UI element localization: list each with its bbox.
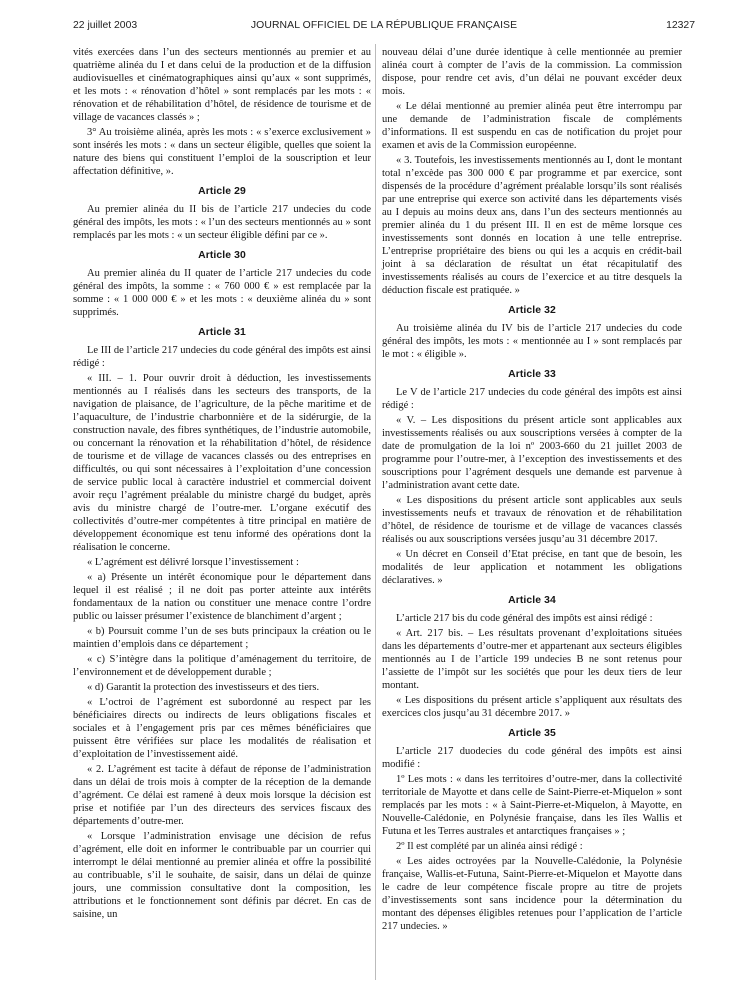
header-page-number: 12327 (666, 20, 695, 31)
left-column (73, 46, 371, 923)
page-header (73, 20, 695, 36)
article-heading: Article 29 (198, 186, 246, 197)
paragraph: 1º Les mots : « dans les territoires d’outre-mer, dans la collectivité territoriale de Mayotte et dans celle de Saint-Pierre-et-Miquelon » sont remplacés par les mots : « à Saint-Pierre-et-Miquelon, à Mayotte, en Nouvelle-Calédonie, en Polynésie française, dans les îles Wallis et Futuna et les Terres australes et antarctiques françaises » ; (382, 774, 682, 837)
paragraph: « Les dispositions du présent article s’appliquent aux résultats des exercices clos jusqu’au 31 décembre 2017. » (382, 695, 682, 719)
paragraph: « d) Garantit la protection des investisseurs et des tiers. (87, 682, 320, 693)
paragraph: « V. – Les dispositions du présent article sont applicables aux investissements réalisés ou aux souscriptions versées à compter de la date de promulgation de la loi nº 2003-660 du 21 juillet 2003 de programme pour l’outre-mer, à l’exception des investissements et des souscriptions pour l’agrément desquels une demande est parvenue à l’administration avant cette date. (382, 415, 682, 491)
article-heading: Article 33 (508, 369, 556, 380)
paragraph: Au troisième alinéa du IV bis de l’article 217 undecies du code général des impôts, les mots : « mentionnée au I » sont remplacés par le mot : « éligible ». (382, 323, 682, 360)
paragraph: « 2. L’agrément est tacite à défaut de réponse de l’administration dans un délai de trois mois à compter de la réception de la demande d’agrément. Ce délai est ramené à deux mois lorsque la décision est prise et notifiée par l’un des directeurs des services fiscaux des départements d’outre-mer. (73, 764, 371, 827)
paragraph: Au premier alinéa du II quater de l’article 217 undecies du code général des impôts, la somme : « 760 000 € » est remplacée par la somme : « 1 000 000 € » et les mots : « deuxième alinéa du » sont supprimés. (73, 268, 371, 318)
paragraph: « Les dispositions du présent article sont applicables aux seuls investissements neufs et travaux de rénovation et de réhabilitation d’hôtel, de résidence de tourisme et de village de vacances classés réalisés ou aux souscriptions versées jusqu’au 31 décembre 2017. (382, 495, 682, 545)
article-heading: Article 31 (198, 327, 246, 338)
header-date: 22 juillet 2003 (73, 20, 138, 31)
paragraph: « L’agrément est délivré lorsque l’investissement : (87, 557, 299, 568)
paragraph: « Art. 217 bis. – Les résultats provenant d’exploitations situées dans les départements d’outre-mer et appartenant aux secteurs éligibles mentionnés au I de l’article 199 undecies B ne sont retenus pour l’assiette de l’impôt sur les sociétés que pour les deux tiers de leur montant. (382, 628, 682, 691)
paragraph: « III. – 1. Pour ouvrir droit à déduction, les investissements mentionnés au I réalisés dans les secteurs des transports, de la navigation de plaisance, de l’agriculture, de la pêche maritime et de l’aquaculture, de l’industrie charbonnière et de la sidérurgie, de la construction navale, des fibres synthétiques, de l’industrie automobile, ou concernant la rénovation et la réhabilitation d’hôtel, de résidence de tourisme et de village de vacances classés ou des entreprises en difficultés, ou qui sont nécessaires à l’exploitation d’une concession de service public local à caractère industriel et commercial doivent avoir reçu l’agrément préalable du ministre chargé du budget, après avis du ministre chargé de l’outre-mer. L’organe exécutif des collectivités d’outre-mer compétentes à titre principal en matière de développement économique est tenu informé des opérations dont la réalisation le concerne. (73, 373, 371, 553)
paragraph: « Un décret en Conseil d’Etat précise, en tant que de besoin, les modalités de leur application et notamment les obligations déclaratives. » (382, 549, 682, 586)
paragraph: L’article 217 duodecies du code général des impôts est ainsi modifié : (382, 746, 682, 770)
paragraph: « b) Poursuit comme l’un de ses buts principaux la création ou le maintien d’emplois dans ce département ; (73, 626, 371, 650)
paragraph: vités exercées dans l’un des secteurs mentionnés au premier et au quatrième alinéa du I et dans celui de la production et de la diffusion audiovisuelles et cinématographiques ainsi qu’aux « sont supprimés, et les mots : « rénovation d’hôtel » sont remplacés par les mots : « rénovation et de réhabilitation d’hôtel, de résidence de tourisme et de village de vacances classés » ; (73, 47, 371, 123)
paragraph: nouveau délai d’une durée identique à celle mentionnée au premier alinéa court à compter de l’avis de la commission. La commission dispose, pour rendre cet avis, d’un délai ne pouvant excéder deux mois. (382, 47, 682, 97)
article-heading: Article 30 (198, 250, 246, 261)
paragraph: « c) S’intègre dans la politique d’aménagement du territoire, de l’environnement et de développement durable ; (73, 654, 371, 678)
article-heading: Article 34 (508, 595, 556, 606)
column-divider (375, 44, 376, 980)
paragraph: « a) Présente un intérêt économique pour le département dans lequel il est réalisé ; il ne doit pas porter atteinte aux intérêts fondamentaux de la nation ou constituer une menace contre l’ordre public ou laisser présumer l’existence de blanchiment d’argent ; (73, 572, 371, 622)
header-journal-title: JOURNAL OFFICIEL DE LA RÉPUBLIQUE FRANÇAISE (250, 20, 518, 31)
paragraph: « 3. Toutefois, les investissements mentionnés au I, dont le montant total n’excède pas 300 000 € par programme et par exercice, sont dispensés de la procédure d’agrément préalable lorsqu’ils sont réalisés par une entreprise qui exerce son activité dans les départements visés au I depuis au moins deux ans, dans l’un des secteurs mentionnés au premier alinéa du 1 du présent III. Il en est de même lorsque ces investissements sont donnés en location à une telle entreprise. L’entreprise propriétaire des biens ou qui les a acquis en crédit-bail joint à sa déclaration de résultat un état récapitulatif des investissements réalisés au cours de l’exercice et au titre desquels la déduction fiscale est pratiquée. » (382, 155, 682, 296)
paragraph: « Lorsque l’administration envisage une décision de refus d’agrément, elle doit en informer le contribuable par un courrier qui interrompt le délai mentionné au premier alinéa et offre la possibilité au contribuable, s’il le souhaite, de saisir, dans un délai de quinze jours, une commission consultative dont la composition, les attributions et le fonctionnement sont définis par décret. En cas de saisine, un (73, 831, 371, 920)
paragraph: 2º Il est complété par un alinéa ainsi rédigé : (396, 841, 583, 852)
paragraph: 3° Au troisième alinéa, après les mots : « s’exerce exclusivement » sont insérés les mots : « dans un secteur éligible, quelles que soient la nature des biens qui constituent l’emploi de la souscription et leur affectation définitive, ». (73, 127, 371, 177)
right-column (382, 46, 682, 935)
article-heading: Article 32 (508, 305, 556, 316)
paragraph: Au premier alinéa du II bis de l’article 217 undecies du code général des impôts, les mots : « l’un des secteurs mentionnés au » sont remplacés par les mots : « un secteur éligible défini par ce ». (73, 204, 371, 241)
paragraph: Le V de l’article 217 undecies du code général des impôts est ainsi rédigé : (382, 387, 682, 411)
paragraph: « L’octroi de l’agrément est subordonné au respect par les bénéficiaires directs ou indirects de leurs obligations fiscales et sociales et à l’engagement pris par ces mêmes bénéficiaires que puissent être vérifiées sur place les modalités de réalisation et d’exploitation de l’investissement aidé. (73, 697, 371, 760)
article-heading: Article 35 (508, 728, 556, 739)
paragraph: « Les aides octroyées par la Nouvelle-Calédonie, la Polynésie française, Wallis-et-Futuna, Saint-Pierre-et-Miquelon et Mayotte dans le cadre de leur compétence fiscale propre au titre de projets d’investissements sont sans incidence pour la détermination du montant des dépenses éligibles retenues pour l’application de l’article 217 undecies. » (382, 856, 682, 932)
paragraph: « Le délai mentionné au premier alinéa peut être interrompu par une demande de l’administration fiscale de compléments d’informations. Il est suspendu en cas de notification du projet pour examen et avis de la Commission européenne. (382, 101, 682, 151)
paragraph: L’article 217 bis du code général des impôts est ainsi rédigé : (396, 613, 653, 624)
paragraph: Le III de l’article 217 undecies du code général des impôts est ainsi rédigé : (73, 345, 371, 369)
